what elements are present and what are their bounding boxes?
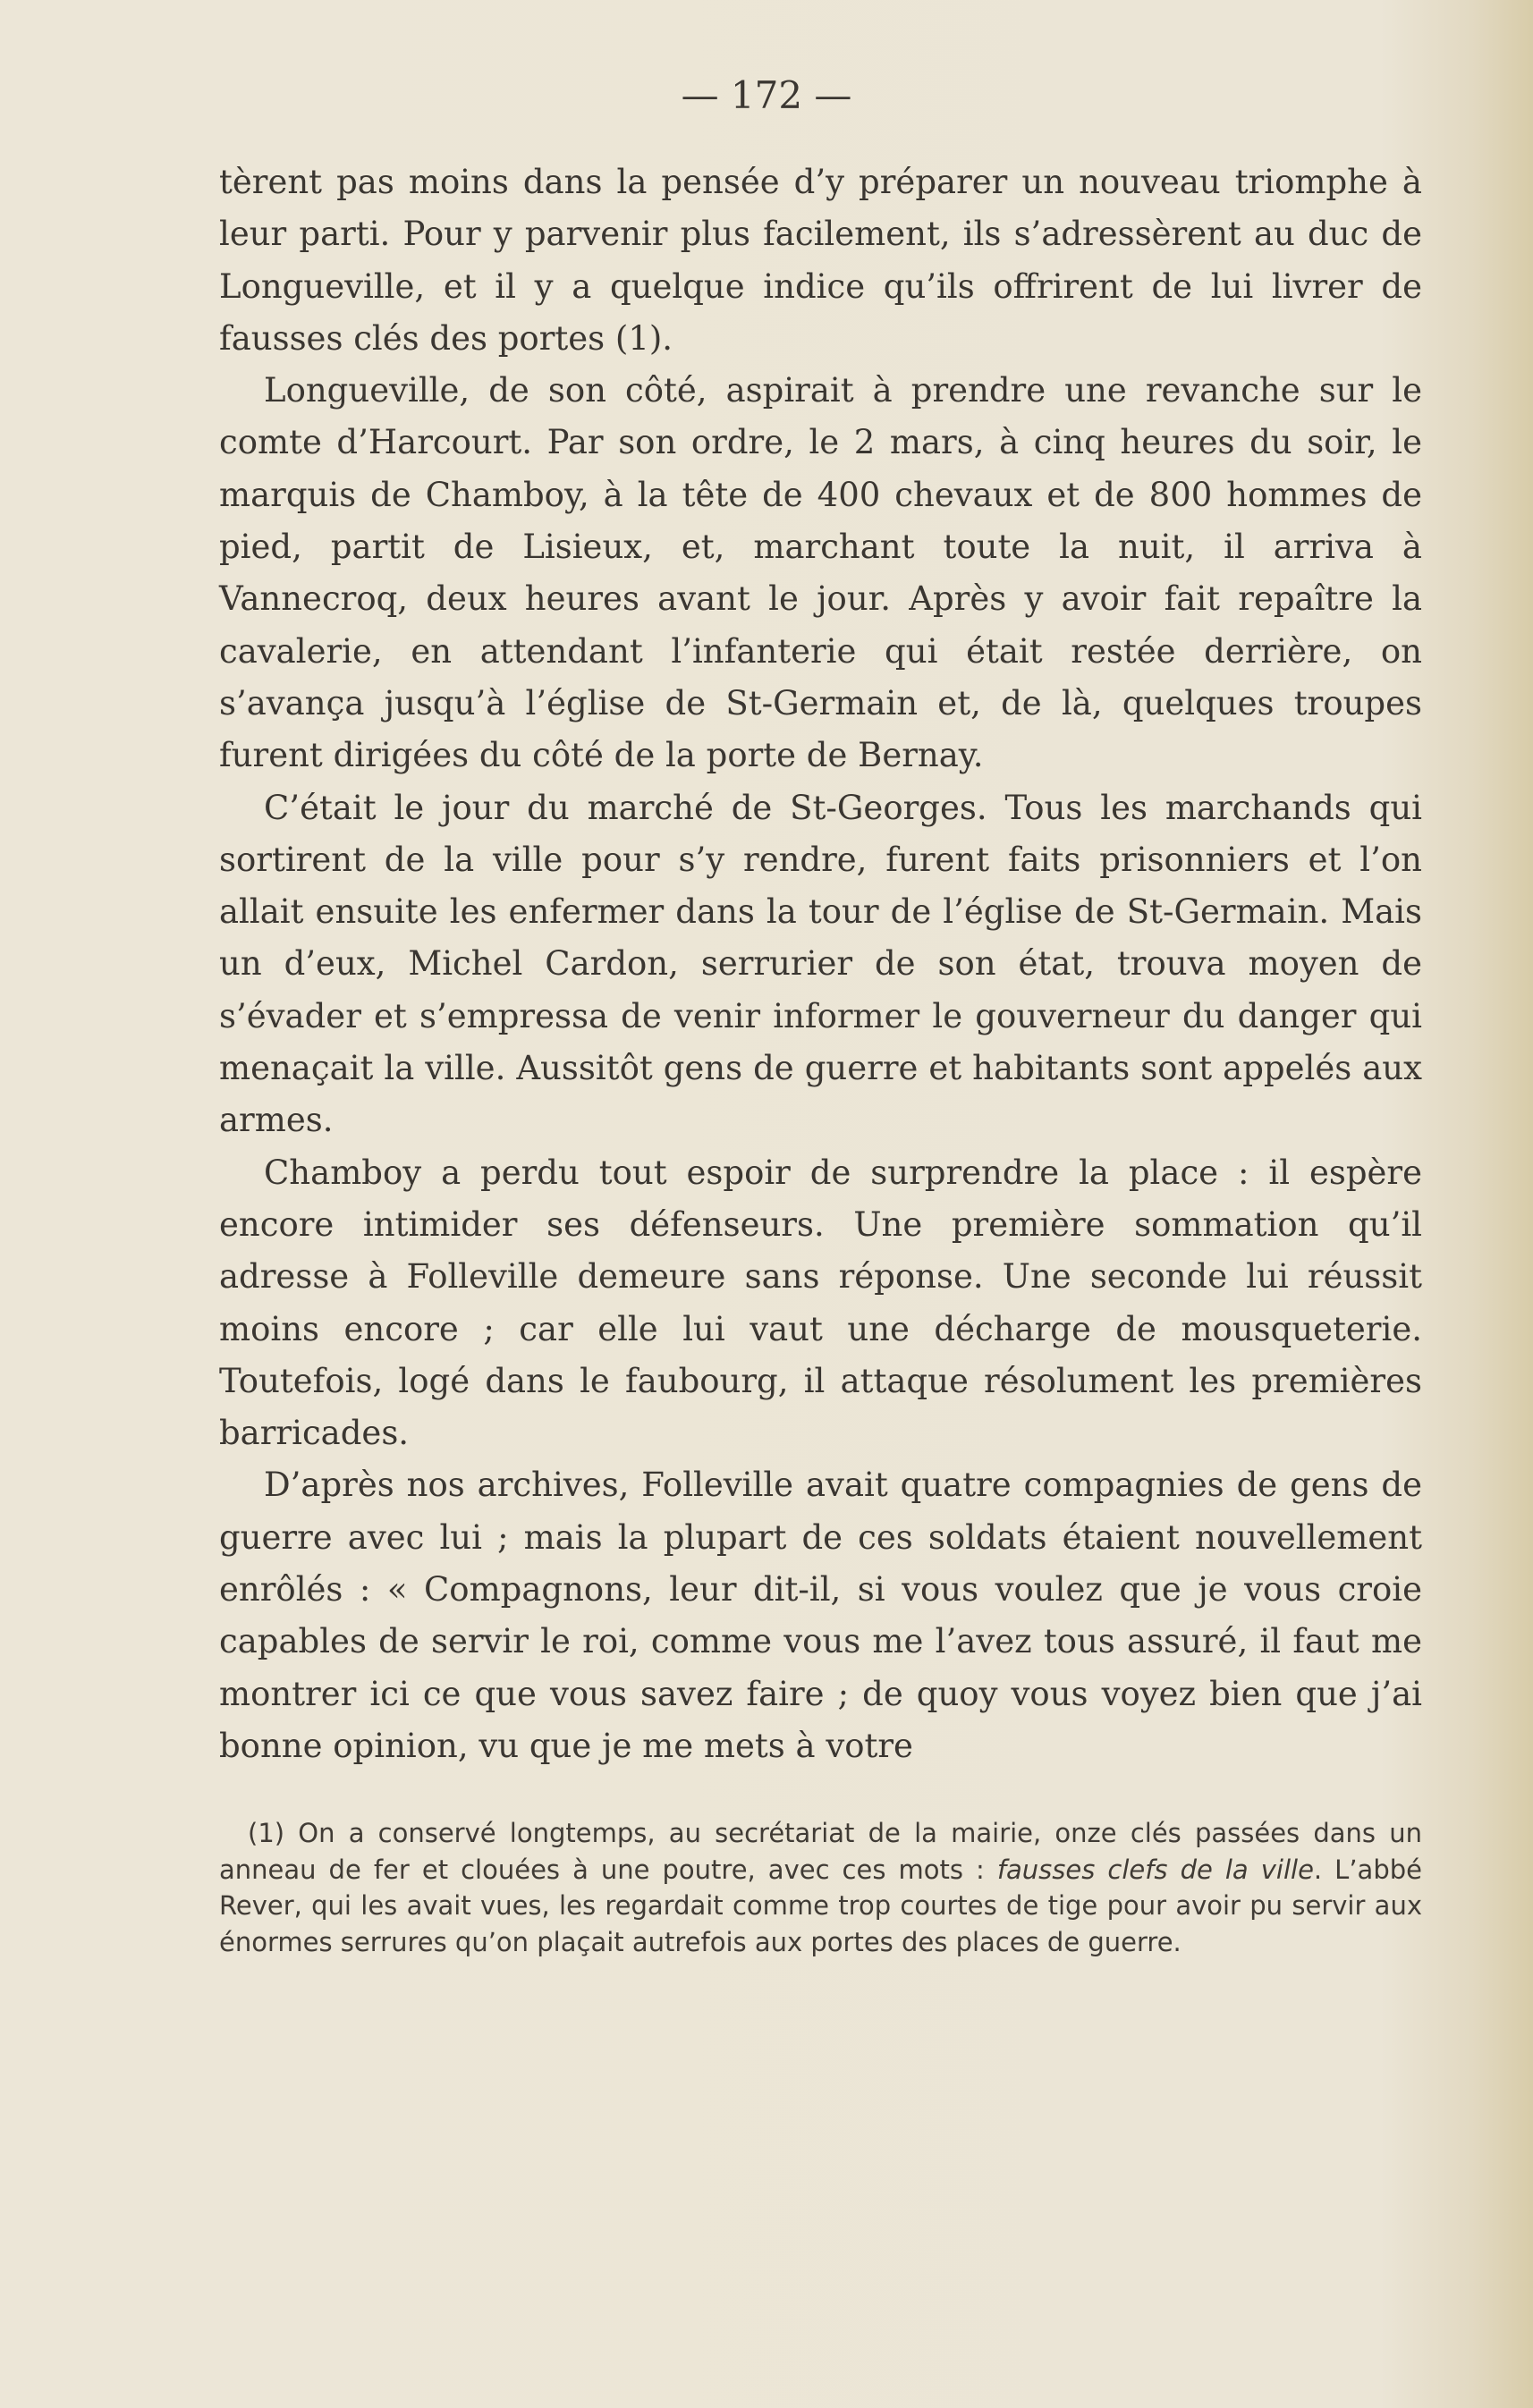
paragraph-2: Longueville, de son côté, aspirait à prendre une revanche sur le comte d’Harcourt. Par son ordre, le 2 mars, à cinq heures du soir, le marquis de Chamboy, à la tête de 400 chevaux et de 800 hommes de pied, partit de Lisieux, et, marchant toute la nuit, il arriva à Vannecroq, deux heures avant le jour. Après y avoir fait repaître la cavalerie, en attendant l’infanterie qui était restée derrière, on s’avança jusqu’à l’église de St-Germain et, de là, quelques troupes furent dirigées du côté de la porte de Bernay. <box>219 371 1422 775</box>
page-number: — 172 — <box>681 73 852 117</box>
body-text <box>219 156 1422 1772</box>
footnote-quote: fausses clefs de la ville <box>996 1854 1314 1885</box>
paragraph-3: C’était le jour du marché de St-Georges. Tous les marchands qui sortirent de la ville pour s’y rendre, furent faits prisonniers et l’on allait ensuite les enfermer dans la tour de l’église de St-Germain. Mais un d’eux, Michel Cardon, serrurier de son état, trouva moyen de s’évader et s’empressa de venir informer le gouverneur du danger qui menaçait la ville. Aussitôt gens de guerre et habitants sont appelés aux armes. <box>219 788 1422 1140</box>
paragraph-4: Chamboy a perdu tout espoir de surprendre la place : il espère encore intimider ses défenseurs. Une première sommation qu’il adresse à Folleville demeure sans réponse. Une seconde lui réussit moins encore ; car elle lui vaut une décharge de mousqueterie. Toutefois, logé dans le faubourg, il attaque résolument les premières barricades. <box>219 1153 1422 1453</box>
paragraph-1: tèrent pas moins dans la pensée d’y préparer un nouveau triomphe à leur parti. Pour y parvenir plus facilement, ils s’adressèrent au duc de Longueville, et il y a quelque indice qu’ils offrirent de lui livrer de fausses clés des portes (1). <box>219 163 1422 358</box>
footnote-text-start: (1) On a conservé longtemps, au secrétariat de la mairie, onze clés passées dans un anneau de fer et clouées à une poutre, avec ces mots : <box>219 1818 1422 1885</box>
footnote-text <box>219 1815 1422 1960</box>
footnote <box>219 1815 1422 1960</box>
footnote-text-end: . L’abbé Rever, qui les avait vues, les regardait comme trop courtes de tige pour avoir pu servir aux énormes serrures qu’on plaçait autrefois aux portes des places de guerre. <box>219 1854 1422 1957</box>
paragraph-5: D’après nos archives, Folleville avait quatre compagnies de gens de guerre avec lui ; mais la plupart de ces soldats étaient nouvellement enrôlés : « Compagnons, leur dit-il, si vous voulez que je vous croie capables de servir le roi, comme vous me l’avez tous assuré, il faut me montrer ici ce que vous savez faire ; de quoy vous voyez bien que j’ai bonne opinion, vu que je me mets à votre <box>219 1466 1422 1765</box>
